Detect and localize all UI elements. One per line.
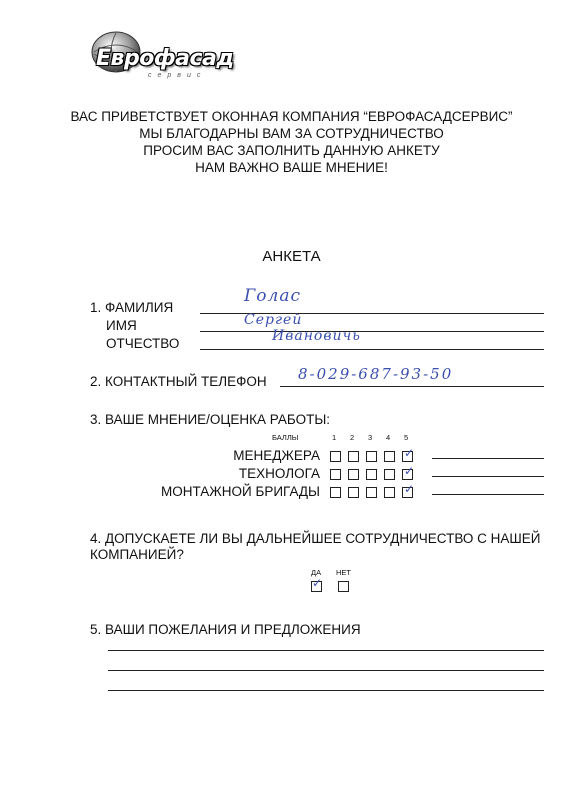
intro-line: МЫ БЛАГОДАРНЫ ВАМ ЗА СОТРУДНИЧЕСТВО [139, 126, 444, 141]
intro-text [0, 108, 583, 176]
rating-check-mark: ✓ [404, 482, 415, 496]
yes-label: ДА [311, 568, 322, 577]
surname-label: 1. ФАМИЛИЯ [90, 300, 174, 315]
surname-handwritten: Голас [244, 286, 301, 306]
rating-comment-field[interactable] [432, 476, 544, 477]
suggestions-line[interactable] [108, 670, 544, 671]
no-label: НЕТ [336, 568, 351, 577]
intro-line: ВАС ПРИВЕТСТВУЕТ ОКОННАЯ КОМПАНИЯ “ЕВРОФАСАДСЕРВИС” [70, 109, 513, 124]
scale-number: 3 [368, 433, 373, 442]
rating-checkbox[interactable] [330, 469, 341, 480]
rating-question-label: 3. ВАШЕ МНЕНИЕ/ОЦЕНКА РАБОТЫ: [90, 412, 331, 427]
rating-checkbox[interactable] [348, 487, 359, 498]
name-handwritten: Сергей [244, 312, 303, 328]
patronymic-label: ОТЧЕСТВО [106, 336, 180, 351]
name-label: ИМЯ [106, 318, 137, 333]
patronymic-handwritten: Ивановичь [272, 328, 361, 344]
rating-row-label-technologist: ТЕХНОЛОГА [238, 466, 320, 481]
rating-check-mark: ✓ [404, 446, 415, 460]
suggestions-label: 5. ВАШИ ПОЖЕЛАНИЯ И ПРЕДЛОЖЕНИЯ [90, 622, 361, 637]
phone-field[interactable] [280, 386, 544, 387]
scale-label: БАЛЛЫ [272, 433, 299, 442]
rating-checkbox[interactable] [384, 469, 395, 480]
rating-checkbox[interactable] [330, 487, 341, 498]
intro-line: ПРОСИМ ВАС ЗАПОЛНИТЬ ДАННУЮ АНКЕТУ [143, 143, 440, 158]
logo-wordmark: Еврофасад [96, 46, 234, 71]
suggestions-line[interactable] [108, 650, 544, 651]
scale-number: 5 [404, 433, 409, 442]
rating-checkbox[interactable] [366, 451, 377, 462]
suggestions-line[interactable] [108, 690, 544, 691]
company-logo [88, 26, 258, 86]
scale-number: 2 [350, 433, 355, 442]
rating-checkbox[interactable] [348, 469, 359, 480]
scale-number: 4 [386, 433, 391, 442]
rating-checkbox[interactable] [366, 487, 377, 498]
rating-comment-field[interactable] [432, 494, 544, 495]
intro-line: НАМ ВАЖНО ВАШЕ МНЕНИЕ! [195, 160, 388, 175]
yes-check-mark: ✓ [312, 576, 323, 590]
logo-subline: сервис [148, 72, 207, 79]
cooperation-question-line2: КОМПАНИЕЙ? [90, 547, 184, 562]
rating-checkbox[interactable] [366, 469, 377, 480]
rating-checkbox[interactable] [330, 451, 341, 462]
name-field[interactable] [200, 331, 544, 332]
rating-checkbox[interactable] [384, 451, 395, 462]
scale-number: 1 [332, 433, 337, 442]
phone-label: 2. КОНТАКТНЫЙ ТЕЛЕФОН [90, 374, 267, 389]
cooperation-question-line1: 4. ДОПУСКАЕТЕ ЛИ ВЫ ДАЛЬНЕЙШЕЕ СОТРУДНИЧЕСТВО С НАШЕЙ [90, 531, 541, 546]
rating-comment-field[interactable] [432, 458, 544, 459]
phone-handwritten: 8-029-687-93-50 [298, 365, 454, 383]
no-checkbox[interactable] [338, 581, 349, 592]
rating-row-label-manager: МЕНЕДЖЕРА [233, 448, 320, 463]
rating-row-label-crew: МОНТАЖНОЙ БРИГАДЫ [161, 484, 320, 499]
form-title: АНКЕТА [262, 248, 321, 265]
rating-check-mark: ✓ [404, 464, 415, 478]
rating-checkbox[interactable] [348, 451, 359, 462]
patronymic-field[interactable] [200, 349, 544, 350]
rating-checkbox[interactable] [384, 487, 395, 498]
